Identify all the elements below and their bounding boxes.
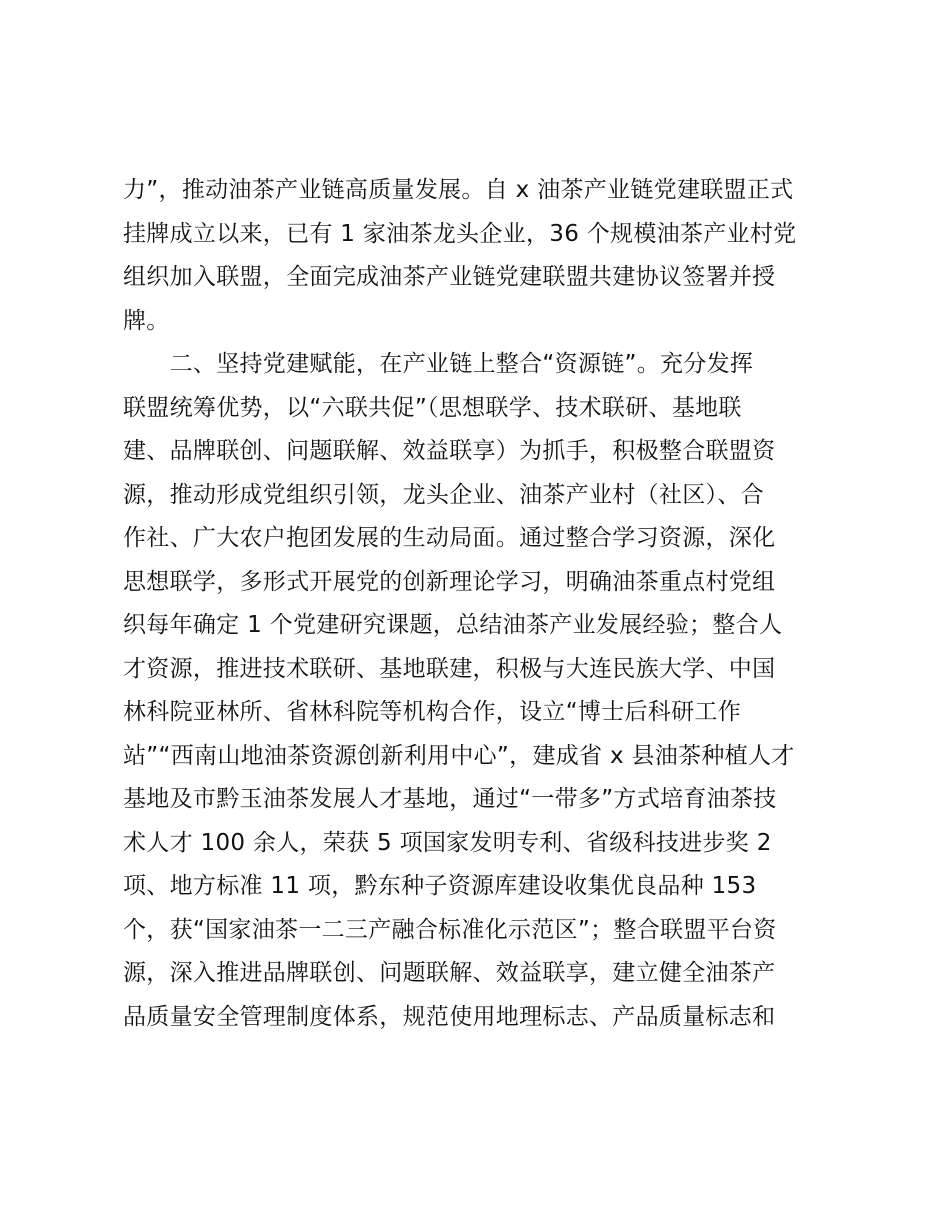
section-heading-line: 二、坚持党建赋能，在产业链上整合“资源链”。充分发挥 bbox=[123, 351, 754, 377]
text-line: 作社、广大农户抱团发展的生动局面。通过整合学习资源，深化 bbox=[123, 525, 776, 551]
text-line: 挂牌成立以来，已有 1 家油茶龙头企业，36 个规模油茶产业村党 bbox=[123, 220, 797, 247]
text-line: 才资源，推进技术联研、基地联建，积极与大连民族大学、中国 bbox=[123, 655, 776, 682]
text-line: 基地及市黔玉油茶发展人才基地，通过“一带多”方式培育油茶技 bbox=[123, 786, 777, 812]
text-line: 组织加入联盟，全面完成油茶产业链党建联盟共建协议签署并授 bbox=[123, 264, 776, 290]
text-line: 建、品牌联创、问题联解、效益联享）为抓手，积极整合联盟资 bbox=[123, 438, 776, 464]
text-line: 品质量安全管理制度体系，规范使用地理标志、产品质量标志和 bbox=[123, 1003, 776, 1030]
text-line: 个，获“国家油茶一二三产融合标准化示范区”；整合联盟平台资 bbox=[123, 916, 777, 943]
text-line: 术人才 100 余人，荣获 5 项国家发明专利、省级科技进步奖 2 bbox=[123, 829, 772, 856]
text-line: 源，推动形成党组织引领，龙头企业、油茶产业村（社区）、合 bbox=[123, 481, 764, 508]
text-line: 项、地方标准 11 项，黔东种子资源库建设收集优良品种 153 bbox=[123, 873, 757, 899]
text-line: 织每年确定 1 个党建研究课题，总结油茶产业发展经验；整合人 bbox=[123, 612, 783, 638]
body-text bbox=[123, 169, 843, 1039]
text-line: 联盟统筹优势，以“六联共促”（思想联学、技术联研、基地联 bbox=[123, 394, 742, 421]
text-line: 牌。 bbox=[123, 307, 170, 334]
text-line: 林科院亚林所、省林科院等机构合作，设立“博士后科研工作 bbox=[123, 699, 742, 725]
text-line: 思想联学，多形式开展党的创新理论学习，明确油茶重点村党组 bbox=[123, 568, 776, 595]
text-line: 站”“西南山地油茶资源创新利用中心”，建成省 x 县油茶种植人才 bbox=[123, 742, 795, 769]
text-line: 源，深入推进品牌联创、问题联解、效益联享，建立健全油茶产 bbox=[123, 960, 776, 986]
text-line: 力”，推动油茶产业链高质量发展。自 x 油茶产业链党建联盟正式 bbox=[123, 177, 794, 203]
